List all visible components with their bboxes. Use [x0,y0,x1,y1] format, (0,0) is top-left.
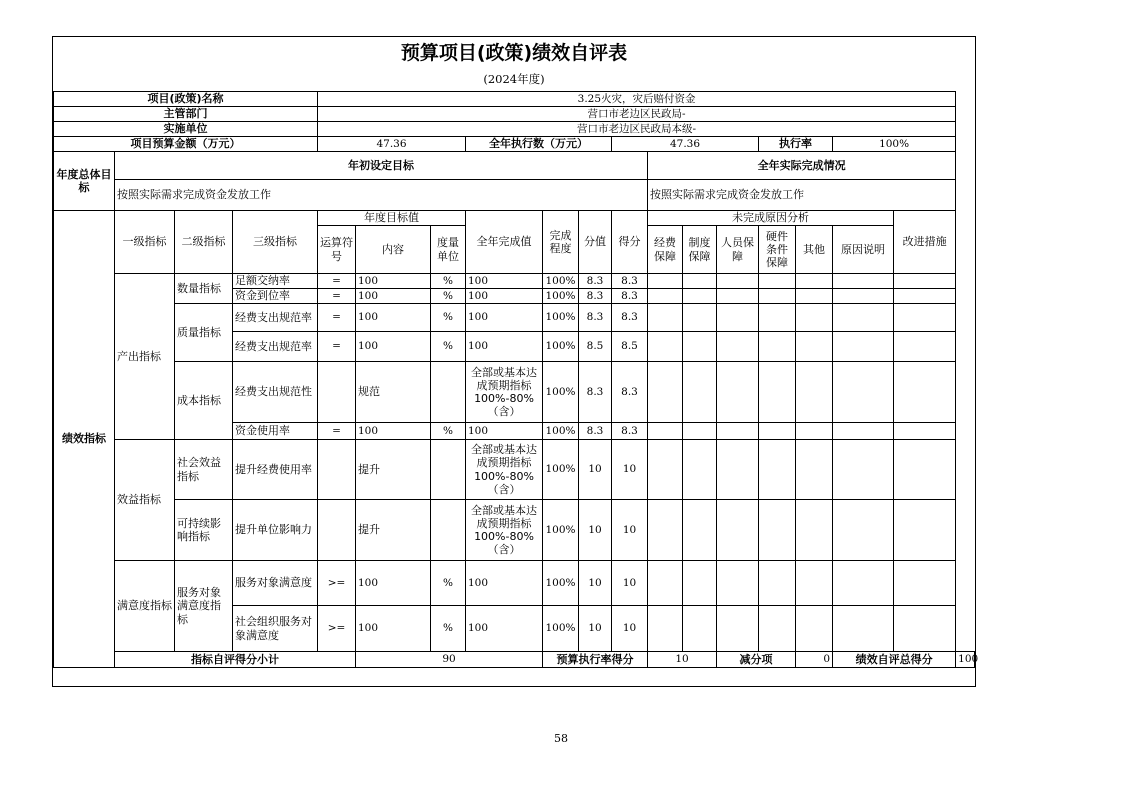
indicator-score: 8.3 [612,304,648,332]
indicator-op: = [318,423,356,440]
info-row-unit [54,122,975,137]
indicator-degree: 100% [543,304,579,332]
group-quantity: 数量指标 [175,274,233,304]
indicator-unit: % [431,423,466,440]
op-header: 运算符号 [318,226,356,274]
reason-staff-header: 人员保障 [717,226,759,274]
indicator-name: 经费支出规范性 [233,362,318,423]
indicator-actual: 100 [466,606,543,652]
indicator-unit: % [431,606,466,652]
indicator-op: >= [318,606,356,652]
indicator-name: 足额交纳率 [233,274,318,289]
table-row [54,274,975,289]
group-benefit: 效益指标 [115,440,175,561]
deduct-value: 0 [796,652,833,668]
subtotal-value: 90 [356,652,543,668]
indicator-value: 10 [579,500,612,561]
indicator-actual: 100 [466,289,543,304]
indicator-degree: 100% [543,289,579,304]
indicator-actual: 100 [466,304,543,332]
dept-label: 主管部门 [54,107,318,122]
budget-score-label: 预算执行率得分 [543,652,648,668]
indicator-name: 经费支出规范率 [233,332,318,362]
group-quality: 质量指标 [175,304,233,362]
exec-label: 全年执行数（万元） [466,137,612,152]
reason-group-header: 未完成原因分析 [648,211,894,226]
info-row-name [54,92,975,107]
indicator-score: 8.3 [612,289,648,304]
indicator-value: 8.3 [579,274,612,289]
indicator-score: 8.3 [612,423,648,440]
indicator-op [318,362,356,423]
indicator-value: 8.3 [579,289,612,304]
indicator-unit: % [431,304,466,332]
indicator-score: 10 [612,440,648,500]
dept-value: 营口市老边区民政局- [318,107,956,122]
indicator-value: 10 [579,561,612,606]
goal-text-row [54,180,975,211]
unit-label: 实施单位 [54,122,318,137]
indicator-score: 8.3 [612,362,648,423]
group-social: 社会效益指标 [175,440,233,500]
page-number: 58 [554,732,568,745]
indicator-score: 8.3 [612,274,648,289]
indicator-content: 100 [356,561,431,606]
indicator-op: = [318,304,356,332]
improve-header: 改进措施 [894,211,956,274]
indicator-op: >= [318,561,356,606]
indicator-degree: 100% [543,500,579,561]
table-row [54,304,975,332]
indicator-content: 100 [356,423,431,440]
indicator-op [318,500,356,561]
indicator-unit [431,440,466,500]
indicator-value: 10 [579,440,612,500]
initial-goal-header: 年初设定目标 [115,152,648,180]
level1-header: 一级指标 [115,211,175,274]
annual-goal-label: 年度总体目标 [54,152,115,211]
indicator-degree: 100% [543,606,579,652]
indicator-score: 10 [612,561,648,606]
indicator-value: 8.3 [579,423,612,440]
indicator-score: 10 [612,500,648,561]
project-name-value: 3.25火灾，灾后赔付资金 [318,92,956,107]
subtotal-label: 指标自评得分小计 [115,652,356,668]
indicator-name: 经费支出规范率 [233,304,318,332]
indicator-actual: 100 [466,332,543,362]
indicator-degree: 100% [543,440,579,500]
indicator-degree: 100% [543,332,579,362]
rate-value: 100% [833,137,956,152]
group-output: 产出指标 [115,274,175,440]
indicator-actual: 全部或基本达成预期指标100%-80%（含） [466,362,543,423]
indicator-score: 10 [612,606,648,652]
indicator-name: 提升经费使用率 [233,440,318,500]
indicator-unit: % [431,561,466,606]
info-row-budget [54,137,975,152]
indicator-value: 8.5 [579,332,612,362]
indicator-content: 规范 [356,362,431,423]
exec-value: 47.36 [612,137,759,152]
indicator-unit [431,500,466,561]
score-value-header: 分值 [579,211,612,274]
indicator-op: = [318,274,356,289]
indicator-name: 资金到位率 [233,289,318,304]
group-satisfaction: 满意度指标 [115,561,175,652]
score-header: 得分 [612,211,648,274]
indicator-name: 社会组织服务对象满意度 [233,606,318,652]
indicator-content: 100 [356,304,431,332]
indicator-degree: 100% [543,362,579,423]
total-value: 100 [956,652,975,668]
total-label: 绩效自评总得分 [833,652,956,668]
perf-indicator-label: 绩效指标 [54,211,115,668]
unit-value: 营口市老边区民政局本级- [318,122,956,137]
level2-header: 二级指标 [175,211,233,274]
indicator-content: 100 [356,274,431,289]
indicator-header-row-1 [54,211,975,226]
table-row [54,500,975,561]
indicator-value: 10 [579,606,612,652]
indicator-op: = [318,289,356,304]
indicator-unit: % [431,274,466,289]
indicator-degree: 100% [543,561,579,606]
reason-other-header: 其他 [796,226,833,274]
degree-header: 完成程度 [543,211,579,274]
indicator-actual: 100 [466,561,543,606]
indicator-name: 提升单位影响力 [233,500,318,561]
level3-header: 三级指标 [233,211,318,274]
indicator-name: 资金使用率 [233,423,318,440]
table-row [54,362,975,423]
indicator-name: 服务对象满意度 [233,561,318,606]
indicator-value: 8.3 [579,304,612,332]
initial-goal-text: 按照实际需求完成资金发放工作 [115,180,648,211]
group-sustain: 可持续影响指标 [175,500,233,561]
indicator-actual: 100 [466,274,543,289]
evaluation-table [53,91,979,668]
indicator-score: 8.5 [612,332,648,362]
actual-goal-text: 按照实际需求完成资金发放工作 [648,180,956,211]
indicator-degree: 100% [543,274,579,289]
indicator-op: = [318,332,356,362]
indicator-op [318,440,356,500]
deduct-label: 减分项 [717,652,796,668]
indicator-unit: % [431,332,466,362]
group-cost: 成本指标 [175,362,233,440]
reason-funds-header: 经费保障 [648,226,683,274]
reason-explain-header: 原因说明 [833,226,894,274]
goal-header-row [54,152,975,180]
indicator-actual: 全部或基本达成预期指标100%-80%（含） [466,500,543,561]
indicator-value: 8.3 [579,362,612,423]
indicator-actual: 全部或基本达成预期指标100%-80%（含） [466,440,543,500]
target-group-header: 年度目标值 [318,211,466,226]
actual-header: 全年完成值 [466,211,543,274]
indicator-unit [431,362,466,423]
indicator-content: 100 [356,289,431,304]
unit-header: 度量单位 [431,226,466,274]
form-year: (2024年度) [483,72,545,86]
self-evaluation-form [52,36,979,687]
budget-score-value: 10 [648,652,717,668]
indicator-degree: 100% [543,423,579,440]
indicator-content: 100 [356,606,431,652]
table-row [54,440,975,500]
group-service: 服务对象满意度指标 [175,561,233,652]
reason-hardware-header: 硬件条件保障 [759,226,796,274]
content-header: 内容 [356,226,431,274]
table-row [54,561,975,606]
indicator-actual: 100 [466,423,543,440]
indicator-unit: % [431,289,466,304]
indicator-content: 100 [356,332,431,362]
indicator-content: 提升 [356,440,431,500]
form-title: 预算项目(政策)绩效自评表 [400,42,628,64]
indicator-content: 提升 [356,500,431,561]
reason-system-header: 制度保障 [683,226,717,274]
rate-label: 执行率 [759,137,833,152]
info-row-dept [54,107,975,122]
budget-value: 47.36 [318,137,466,152]
project-name-label: 项目(政策)名称 [54,92,318,107]
budget-label: 项目预算金额（万元） [54,137,318,152]
actual-goal-header: 全年实际完成情况 [648,152,956,180]
footer-row [54,652,975,668]
